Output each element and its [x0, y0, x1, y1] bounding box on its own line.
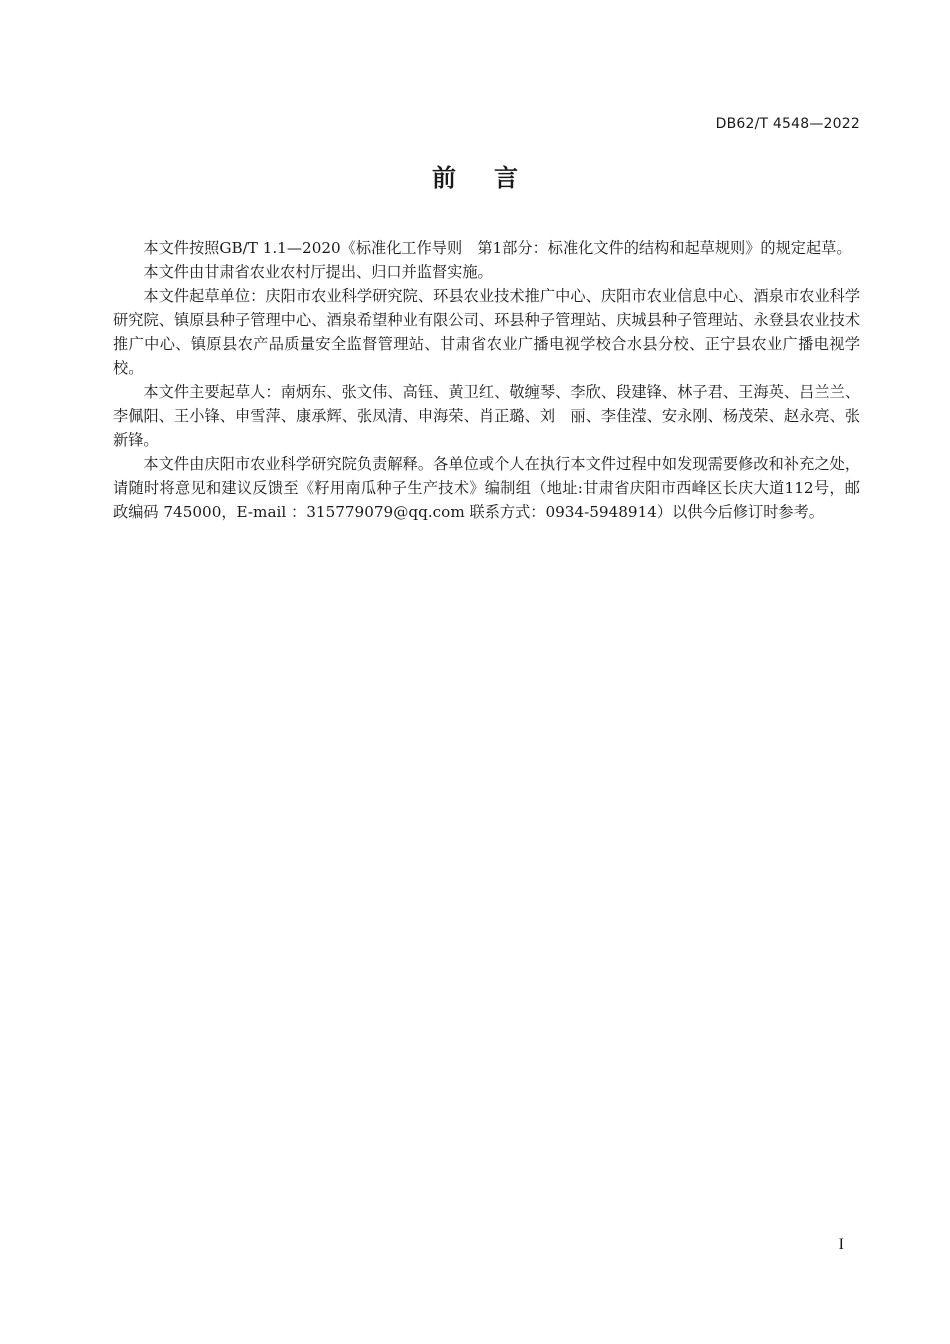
page-title: 前言	[432, 164, 556, 192]
paragraph-main-drafters: 本文件主要起草人：南炳东、张文伟、高钰、黄卫红、敬缠琴、李欣、段建锋、林子君、王海英、吕兰兰、李佩阳、王小锋、申雪萍、康承辉、张凤清、申海荣、肖正璐、刘 丽、李佳滢、安永刚、杨茂荣、赵永亮、张新锋。	[113, 383, 860, 449]
document-code: DB62/T 4548—2022	[715, 116, 860, 132]
foreword-body	[113, 236, 860, 524]
paragraph-drafting-rules: 本文件按照GB/T 1.1—2020《标准化工作导则 第1部分：标准化文件的结构和起草规则》的规定起草。	[143, 239, 852, 257]
page-number: I	[838, 1236, 844, 1253]
paragraph-interpretation: 本文件由庆阳市农业科学研究院负责解释。各单位或个人在执行本文件过程中如发现需要修改和补充之处，请随时将意见和建议反馈至《籽用南瓜种子生产技术》编制组（地址:甘肃省庆阳市西峰区长庆大道112号，邮政编码 745000，E-mail ：315779079@qq.com 联系方式：0934-5948914）以供今后修订时参考。	[113, 455, 860, 521]
paragraph-drafting-units: 本文件起草单位：庆阳市农业科学研究院、环县农业技术推广中心、庆阳市农业信息中心、酒泉市农业科学研究院、镇原县种子管理中心、酒泉希望种业有限公司、环县种子管理站、庆城县种子管理站、永登县农业技术推广中心、镇原县农产品质量安全监督管理站、甘肃省农业广播电视学校合水县分校、正宁县农业广播电视学校。	[113, 287, 860, 377]
paragraph-proposer: 本文件由甘肃省农业农村厅提出、归口并监督实施。	[143, 263, 493, 281]
